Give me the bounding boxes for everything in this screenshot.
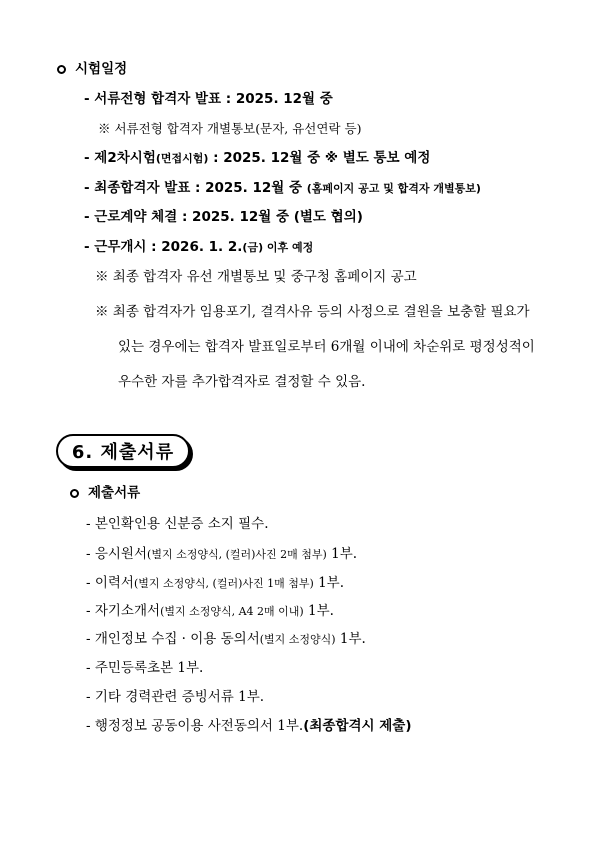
list-item: - 주민등록초본 1부. (86, 660, 204, 676)
list-item: - 본인확인용 신분증 소지 필수. (86, 516, 269, 532)
notice-line-2a: ※ 최종 합격자가 임용포기, 결격사유 등의 사정으로 결원을 보충할 필요가 (95, 304, 530, 320)
section-6-banner: 6. 제출서류 (56, 434, 190, 468)
list-item: - 자기소개서(별지 소정양식, A4 2매 이내) 1부. (86, 603, 334, 619)
circle-bullet-icon (70, 489, 79, 498)
schedule-heading: 시험일정 (57, 60, 127, 78)
circle-bullet-icon (57, 65, 66, 74)
list-item: - 이력서(별지 소정양식, (컬러)사진 1매 첨부) 1부. (86, 575, 344, 591)
submission-heading: 제출서류 (70, 484, 140, 502)
doc-screening-note: ※ 서류전형 합격자 개별통보(문자, 유선연락 등) (98, 121, 362, 136)
list-item: - 기타 경력관련 증빙서류 1부. (86, 689, 265, 705)
notice-line-2c: 우수한 자를 추가합격자로 결정할 수 있음. (118, 374, 366, 390)
second-exam: - 제2차시험(면접시험) : 2025. 12월 중 ※ 별도 통보 예정 (84, 150, 431, 166)
work-start: - 근무개시 : 2026. 1. 2.(금) 이후 예정 (84, 239, 314, 255)
list-item: - 행정정보 공동이용 사전동의서 1부.(최종합격시 제출) (86, 718, 412, 734)
list-item: - 개인정보 수집 · 이용 동의서(별지 소정양식) 1부. (86, 631, 366, 647)
notice-line-1: ※ 최종 합격자 유선 개별통보 및 중구청 홈페이지 공고 (95, 269, 417, 285)
list-item: - 응시원서(별지 소정양식, (컬러)사진 2매 첨부) 1부. (86, 546, 358, 562)
doc-screening-result: - 서류전형 합격자 발표 : 2025. 12월 중 (84, 91, 333, 107)
notice-line-2b: 있는 경우에는 합격자 발표일로부터 6개월 이내에 차순위로 평정성적이 (118, 339, 535, 355)
final-result: - 최종합격자 발표 : 2025. 12월 중 (홈페이지 공고 및 합격자 개별통보) (84, 180, 481, 196)
contract: - 근로계약 체결 : 2025. 12월 중 (별도 협의) (84, 209, 363, 225)
